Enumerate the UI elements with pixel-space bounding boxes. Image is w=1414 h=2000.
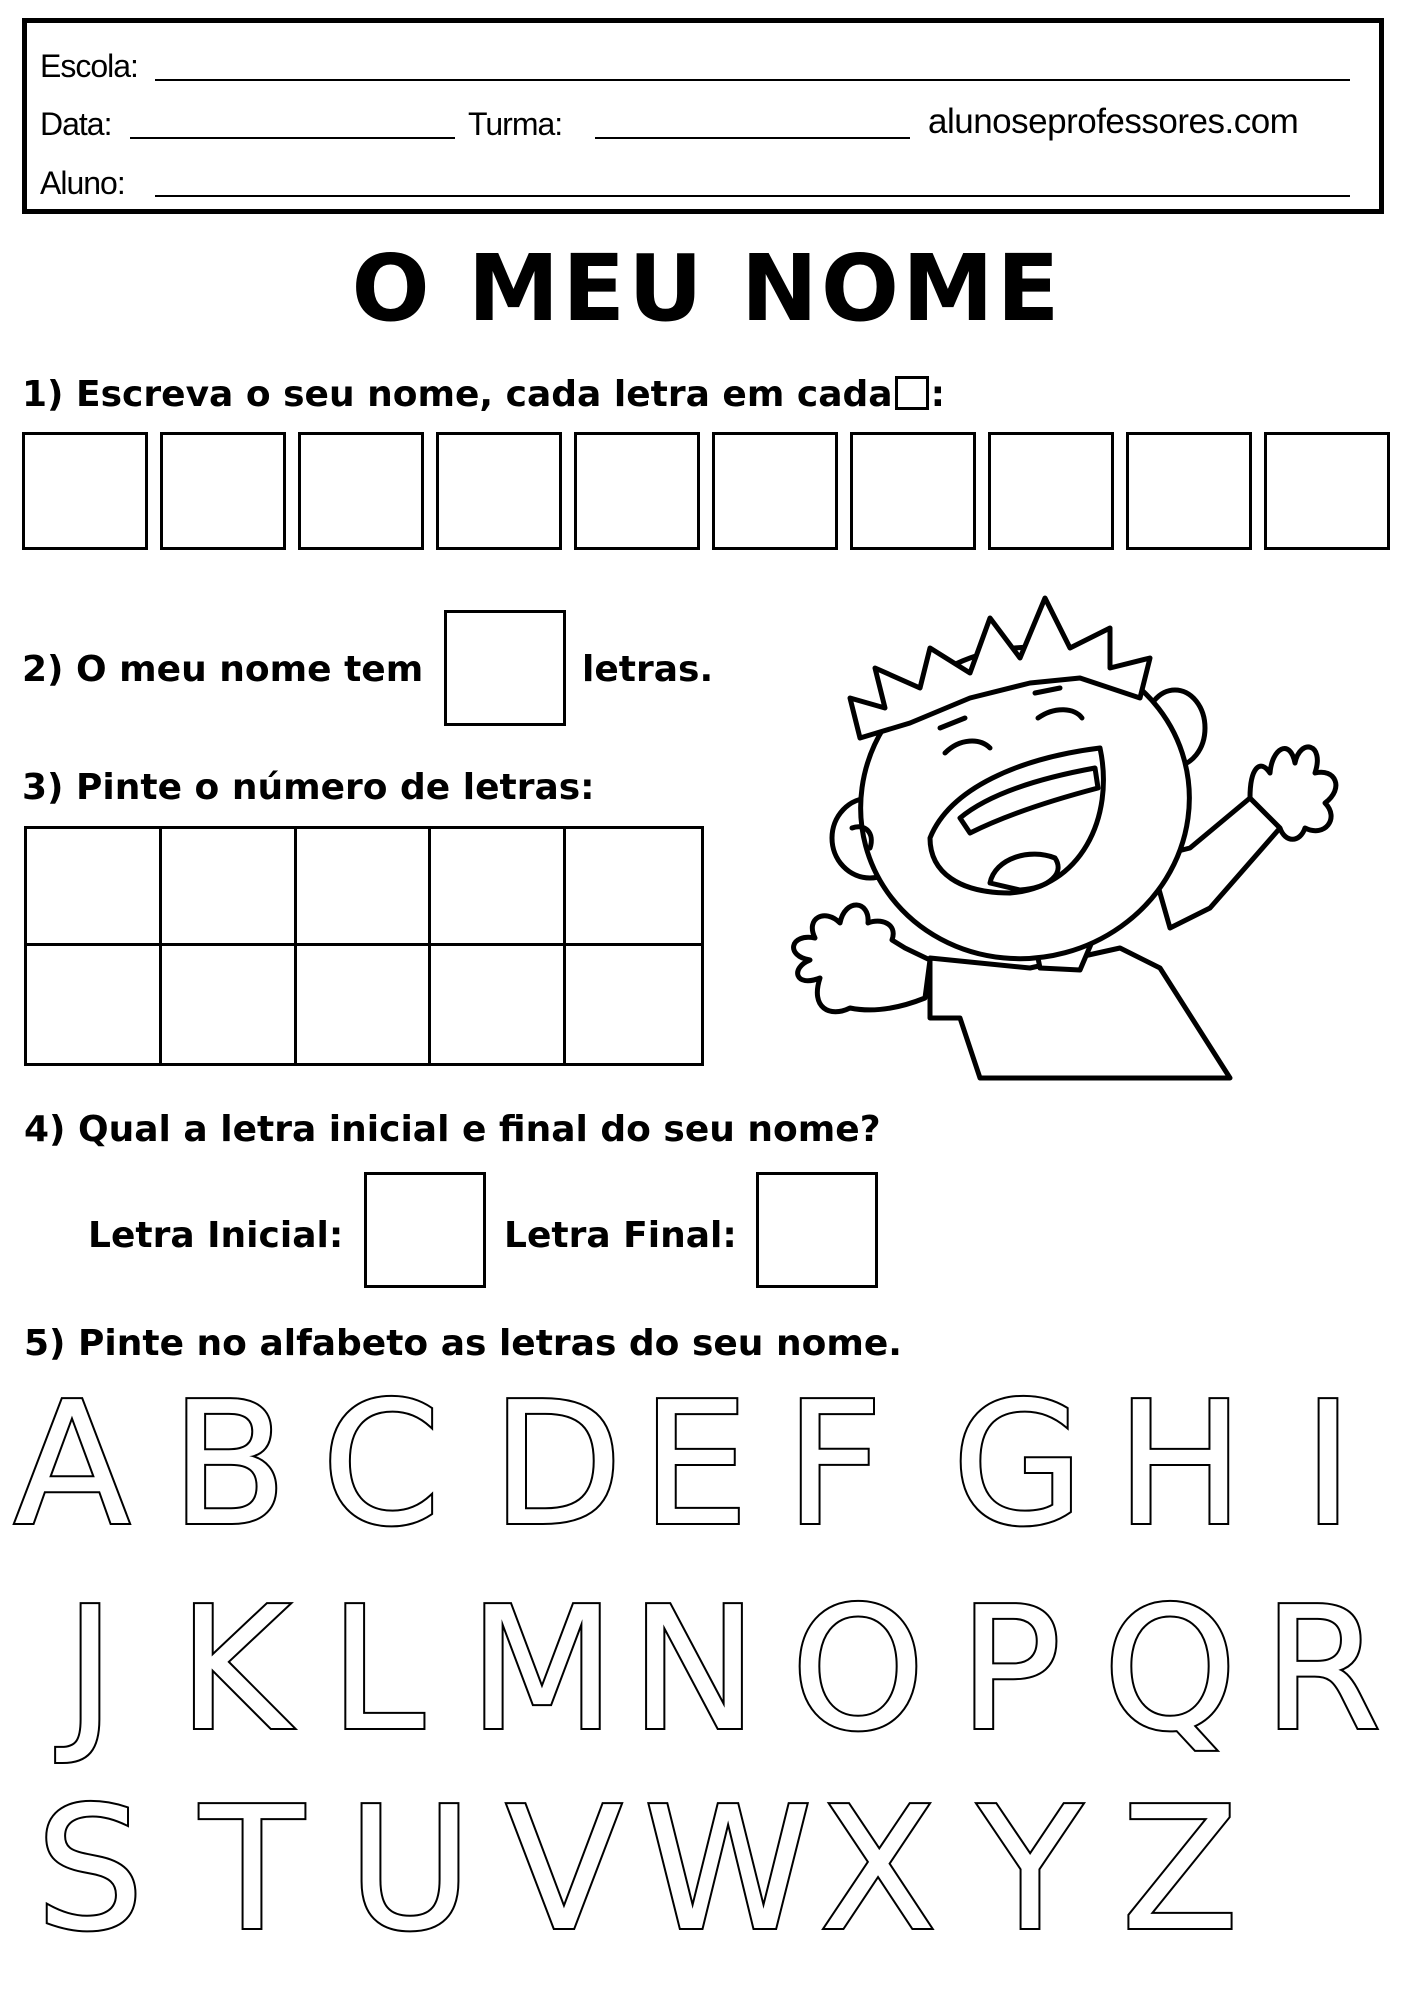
letter-box[interactable] [22,432,148,550]
alphabet-row-2 [22,1571,1392,1769]
count-cell[interactable] [431,829,566,946]
count-cell[interactable] [162,829,297,946]
letter-box[interactable] [1264,432,1390,550]
school-field[interactable] [155,79,1350,81]
count-cell[interactable] [162,946,297,1063]
letter-box[interactable] [298,432,424,550]
alphabet-letter[interactable]: N [630,1571,758,1769]
count-cell[interactable] [566,829,701,946]
alphabet-letter[interactable]: S [36,1771,144,1969]
alphabet-letter[interactable]: L [329,1571,425,1769]
alphabet-letter[interactable]: K [178,1571,290,1769]
question-2-suffix: letras. [582,649,714,690]
alphabet-letter[interactable]: Q [1103,1571,1237,1769]
alphabet-letter[interactable]: R [1262,1571,1382,1769]
alphabet-letter[interactable]: H [1116,1366,1244,1564]
class-field[interactable] [595,137,910,139]
alphabet-letter[interactable]: U [347,1771,473,1969]
left-hand-shape [794,905,930,1012]
question-1-suffix: : [930,374,945,415]
date-field[interactable] [130,137,455,139]
alphabet-letter[interactable]: O [791,1571,925,1769]
alphabet-letter[interactable]: V [505,1771,623,1969]
alphabet-letter[interactable]: Y [978,1771,1082,1969]
alphabet-letter[interactable]: P [958,1571,1062,1769]
alphabet-letter[interactable]: B [170,1366,288,1564]
letter-box[interactable] [436,432,562,550]
alphabet-letter[interactable]: M [468,1571,616,1769]
alphabet-letter[interactable]: X [819,1771,937,1969]
date-label: Data: [40,106,112,142]
alphabet-letter[interactable]: W [643,1771,813,1969]
alphabet-row-1-svg [13,1366,1392,1564]
alphabet-letter[interactable]: T [200,1771,304,1969]
count-cell[interactable] [297,829,432,946]
count-cell[interactable] [431,946,566,1063]
student-field[interactable] [155,195,1350,197]
alphabet-row-1 [13,1366,1392,1564]
initial-letter-label: Letra Inicial: [88,1215,344,1256]
student-label: Aluno: [40,165,125,201]
question-4-text: 4) Qual a letra inicial e final do seu nome? [24,1109,881,1150]
alphabet-row-2-svg [22,1571,1392,1769]
alphabet-letter[interactable]: Z [1121,1771,1239,1969]
question-1-text: 1) Escreva o seu nome, cada letra em cada [22,374,893,415]
question-3-text: 3) Pinte o número de letras: [22,767,595,808]
alphabet-letter[interactable]: C [321,1366,441,1564]
letter-box[interactable] [1126,432,1252,550]
letter-box[interactable] [850,432,976,550]
alphabet-letter[interactable]: E [641,1366,749,1564]
letter-box[interactable] [712,432,838,550]
alphabet-letter[interactable]: A [13,1366,131,1564]
alphabet-row-3 [22,1771,1392,1969]
count-cell[interactable] [297,946,432,1063]
school-label: Escola: [40,48,138,84]
small-box-icon [895,376,929,410]
question-2-prefix: 2) O meu nome tem [22,649,424,690]
question-1 [22,376,945,413]
count-grid [24,826,704,1066]
letter-box[interactable] [988,432,1114,550]
count-cell[interactable] [566,946,701,1063]
alphabet-letter[interactable]: J [64,1571,116,1769]
question-5-text: 5) Pinte no alfabeto as letras do seu nome. [24,1323,902,1364]
laughing-boy-illustration [780,588,1350,1088]
alphabet-row-3-svg [22,1771,1392,1969]
alphabet-letter[interactable]: G [952,1366,1084,1564]
class-label: Turma: [468,106,563,142]
page-title: O MEU NOME [351,235,1063,342]
letter-count-box[interactable] [444,610,566,726]
letter-box[interactable] [160,432,286,550]
initial-letter-box[interactable] [364,1172,486,1288]
alphabet-letter[interactable]: F [785,1366,883,1564]
website-text: alunoseprofessores.com [928,102,1299,141]
alphabet-letter[interactable]: D [491,1366,623,1564]
final-letter-label: Letra Final: [504,1215,737,1256]
count-cell[interactable] [27,829,162,946]
final-letter-box[interactable] [756,1172,878,1288]
alphabet-letter[interactable]: I [1302,1366,1354,1564]
letter-box[interactable] [574,432,700,550]
count-cell[interactable] [27,946,162,1063]
